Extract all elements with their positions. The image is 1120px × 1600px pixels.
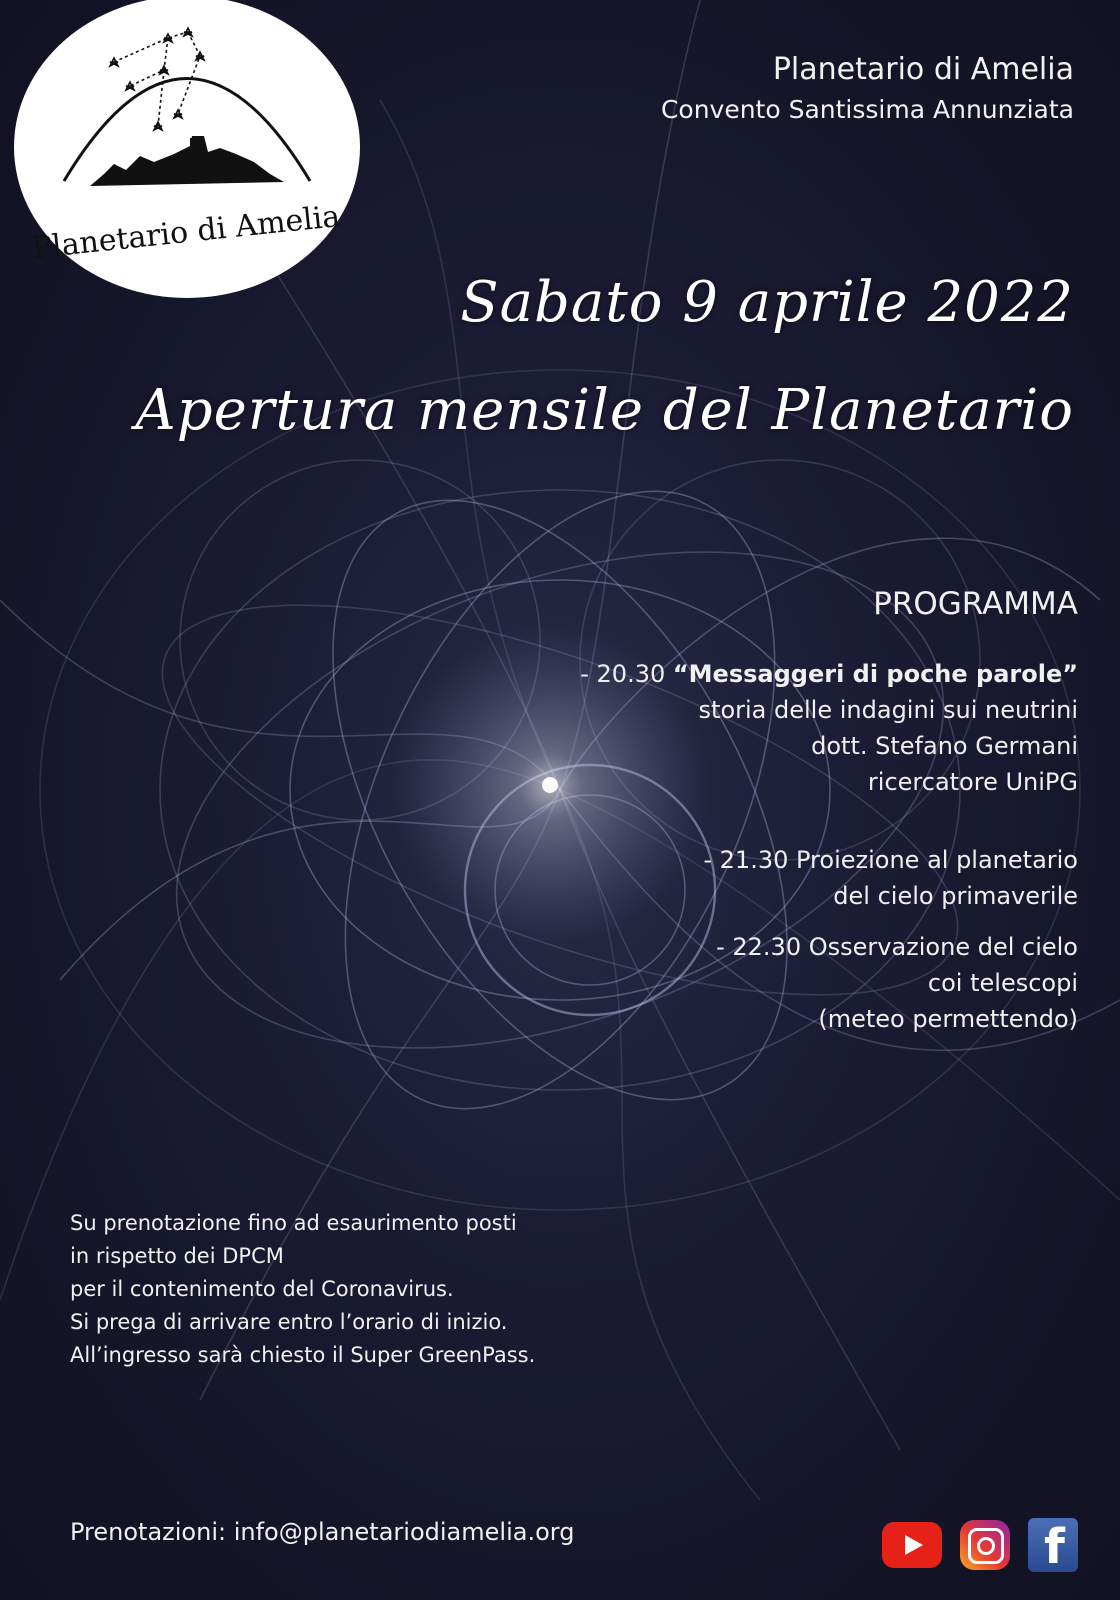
venue-subtitle: Convento Santissima Annunziata xyxy=(660,95,1074,124)
logo-text: Planetario di Amelia xyxy=(30,198,342,267)
program-item-1-topic: storia delle indagini sui neutrini xyxy=(698,696,1078,724)
venue-block xyxy=(661,50,1074,128)
social-links xyxy=(882,1518,1078,1572)
program-item-2 xyxy=(703,842,1078,914)
program-item-2-line1: - 21.30 Proiezione al planetario xyxy=(703,846,1078,874)
constellation-logo-icon xyxy=(14,0,360,298)
contact-email[interactable]: Prenotazioni: info@planetariodiamelia.org xyxy=(70,1518,575,1546)
program-item-2-line2: del cielo primaverile xyxy=(833,882,1078,910)
booking-notes xyxy=(70,1207,535,1372)
program-item-3 xyxy=(716,929,1078,1037)
program-item-1 xyxy=(580,656,1078,800)
program-item-1-role: ricercatore UniPG xyxy=(867,768,1078,796)
facebook-letter: f xyxy=(1044,1519,1065,1572)
program-item-3-line3: (meteo permettendo) xyxy=(818,1005,1078,1033)
facebook-icon[interactable] xyxy=(1028,1518,1078,1572)
program-item-3-line1: - 22.30 Osservazione del cielo xyxy=(716,933,1078,961)
program-item-3-line2: coi telescopi xyxy=(927,969,1078,997)
note-line: All’ingresso sarà chiesto il Super GreenPass. xyxy=(70,1343,536,1367)
note-line: Su prenotazione fino ad esaurimento posti xyxy=(70,1211,517,1235)
note-line: per il contenimento del Coronavirus. xyxy=(70,1277,454,1301)
event-title: Apertura mensile del Planetario xyxy=(135,378,1074,443)
programma-heading: PROGRAMMA xyxy=(873,586,1078,622)
program-item-1-time: - 20.30 xyxy=(580,660,666,688)
youtube-icon[interactable] xyxy=(882,1522,942,1568)
event-date: Sabato 9 aprile 2022 xyxy=(460,270,1074,335)
note-line: Si prega di arrivare entro l’orario di inizio. xyxy=(70,1310,508,1334)
venue-name: Planetario di Amelia xyxy=(772,52,1074,87)
instagram-icon[interactable] xyxy=(960,1520,1010,1570)
program-item-1-speaker: dott. Stefano Germani xyxy=(811,732,1078,760)
planetarium-logo xyxy=(14,0,360,298)
program-item-1-title: “Messaggeri di poche parole” xyxy=(672,660,1078,688)
note-line: in rispetto dei DPCM xyxy=(70,1244,284,1268)
